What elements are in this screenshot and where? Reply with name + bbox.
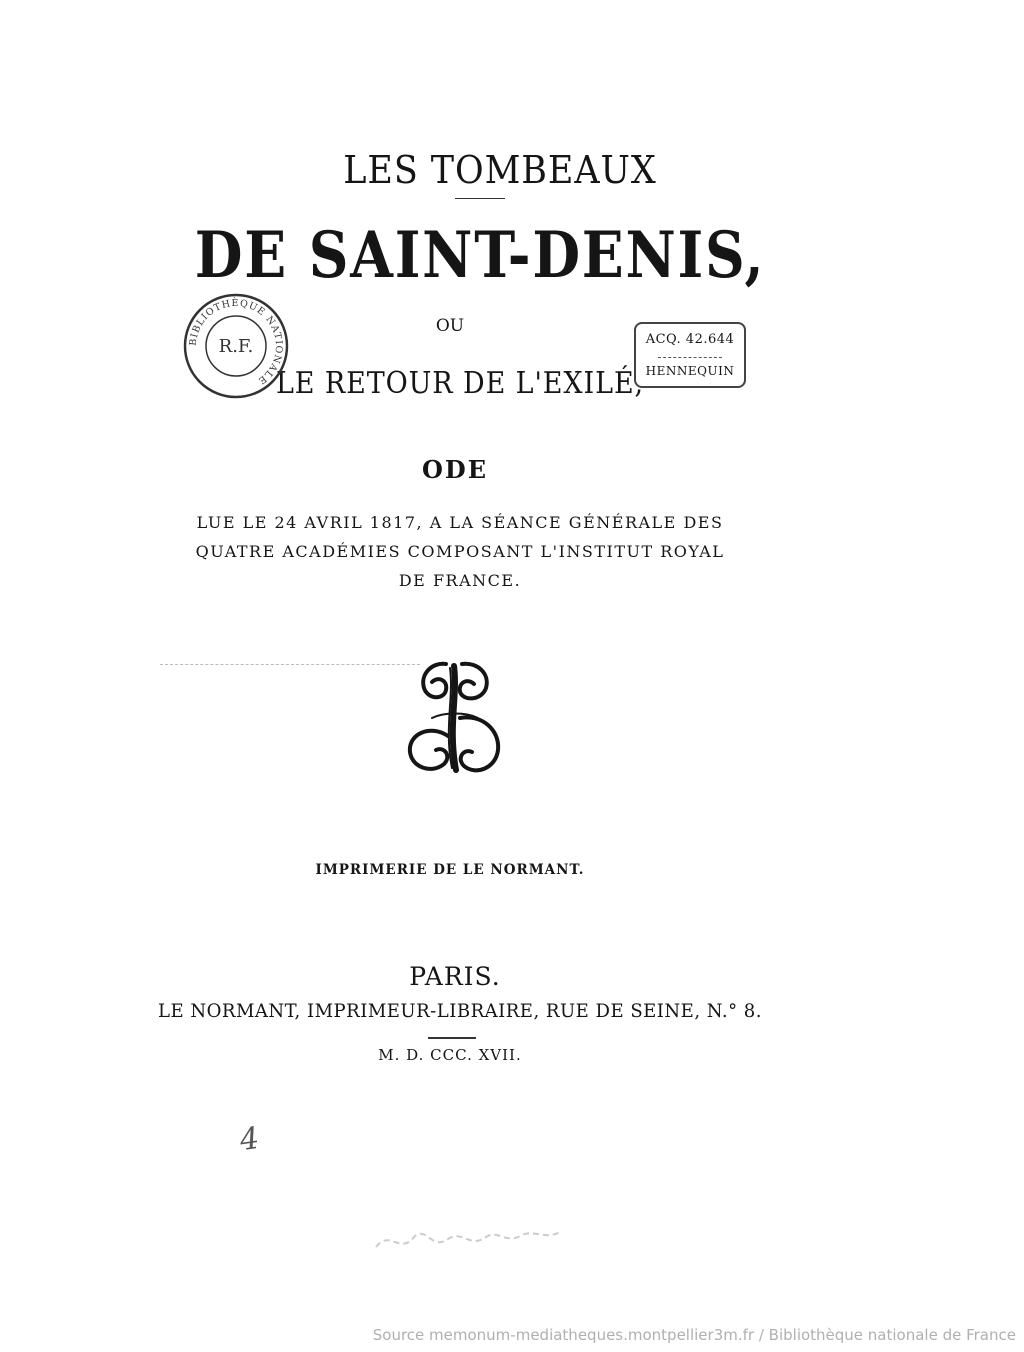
handwritten-note: 4 — [237, 1120, 262, 1159]
library-stamp-icon — [182, 292, 290, 400]
faint-rule — [160, 664, 420, 666]
library-stamp-ring-text: BIBLIOTHÈQUE NATIONALE — [187, 297, 285, 387]
description-line-1: LUE LE 24 AVRIL 1817, A LA SÉANCE GÉNÉRALE DES — [196, 513, 724, 532]
title-line-1: LES TOMBEAUX — [343, 148, 657, 192]
ornamental-monogram-icon — [402, 656, 506, 780]
subtitle: ODE — [421, 455, 488, 484]
faint-scribble — [370, 1215, 570, 1265]
title-line-2: DE SAINT-DENIS, — [194, 218, 766, 293]
acquisition-stamp — [634, 322, 746, 388]
title-ornament-rule — [455, 198, 505, 199]
acquisition-stamp-divider — [658, 357, 722, 358]
acquisition-stamp-number: ACQ. 42.644 — [645, 332, 735, 347]
imprint-rule — [428, 1037, 476, 1039]
title-connector: OU — [435, 316, 465, 336]
description-line-2: QUATRE ACADÉMIES COMPOSANT L'INSTITUT ROYAL — [195, 542, 725, 561]
imprint-publisher: LE NORMANT, IMPRIMEUR-LIBRAIRE, RUE DE SEINE, N.° 8. — [158, 1000, 762, 1022]
printer-line: IMPRIMERIE DE LE NORMANT. — [315, 862, 585, 878]
imprint-year: M. D. CCC. XVII. — [378, 1046, 522, 1064]
description — [130, 508, 790, 595]
source-attribution: Source memonum-mediatheques.montpellier3m.fr / Bibliothèque nationale de France — [372, 1326, 1016, 1344]
description-line-3: DE FRANCE. — [398, 571, 522, 590]
imprint-city: PARIS. — [409, 962, 501, 991]
acquisition-stamp-name: HENNEQUIN — [645, 364, 735, 378]
library-stamp-center-text: R.F. — [218, 336, 254, 357]
title-line-3: LE RETOUR DE L'EXILÉ, — [275, 366, 645, 401]
